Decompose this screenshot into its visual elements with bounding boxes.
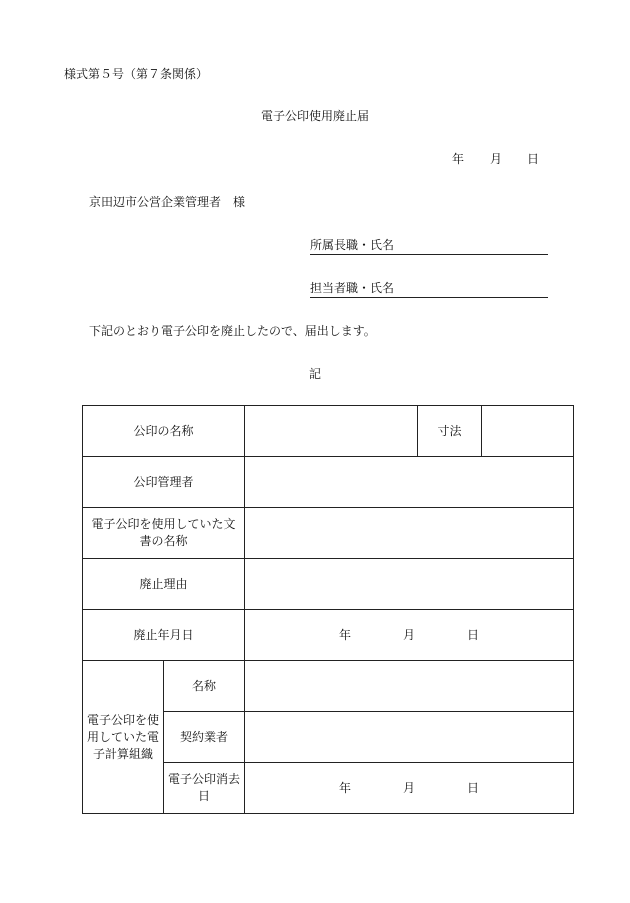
table-row-seal-name [83, 406, 574, 457]
abolition-reason-label: 廃止理由 [83, 559, 245, 610]
contractor-label: 契約業者 [164, 712, 245, 763]
signature-label-supervisor: 所属長職・氏名 [310, 238, 395, 252]
header-date-day: 日 [527, 152, 540, 166]
abolition-reason-field[interactable] [245, 559, 574, 610]
document-name-field[interactable] [245, 508, 574, 559]
table-row-system-name [83, 661, 574, 712]
signature-label-staff: 担当者職・氏名 [310, 281, 395, 295]
system-group-label: 電子公印を使用していた電子計算組織 [83, 661, 164, 814]
seal-manager-field[interactable] [245, 457, 574, 508]
abolition-date-year: 年 [338, 627, 351, 642]
seal-manager-label: 公印管理者 [83, 457, 245, 508]
system-name-field[interactable] [245, 661, 574, 712]
system-name-label: 名称 [164, 661, 245, 712]
dimension-field[interactable] [482, 406, 574, 457]
contractor-field[interactable] [245, 712, 574, 763]
statement-text: 下記のとおり電子公印を廃止したので、届出します。 [89, 324, 376, 338]
form-number: 様式第５号（第７条関係） [64, 67, 209, 81]
erase-date-year: 年 [338, 780, 351, 795]
document-title: 電子公印使用廃止届 [260, 109, 369, 123]
abolition-form-table [82, 405, 574, 814]
header-date-year: 年 [452, 152, 465, 166]
document-name-label: 電子公印を使用していた文書の名称 [83, 508, 245, 559]
signature-line-supervisor[interactable] [310, 239, 548, 255]
table-row-abolition-reason [83, 559, 574, 610]
dimension-label: 寸法 [418, 406, 482, 457]
seal-name-label: 公印の名称 [83, 406, 245, 457]
table-row-seal-manager [83, 457, 574, 508]
abolition-date-month: 月 [403, 627, 416, 642]
erase-date-field[interactable] [245, 763, 574, 814]
table-row-document-name [83, 508, 574, 559]
erase-date-day: 日 [467, 780, 480, 795]
ki-heading: 記 [308, 367, 321, 381]
abolition-date-day: 日 [467, 627, 480, 642]
abolition-date-field[interactable] [245, 610, 574, 661]
erase-date-label: 電子公印消去日 [164, 763, 245, 814]
abolition-date-label: 廃止年月日 [83, 610, 245, 661]
seal-name-field[interactable] [245, 406, 418, 457]
header-date-month: 月 [490, 152, 503, 166]
addressee: 京田辺市公営企業管理者 様 [89, 195, 246, 209]
erase-date-month: 月 [403, 780, 416, 795]
table-row-abolition-date [83, 610, 574, 661]
signature-line-staff[interactable] [310, 282, 548, 298]
